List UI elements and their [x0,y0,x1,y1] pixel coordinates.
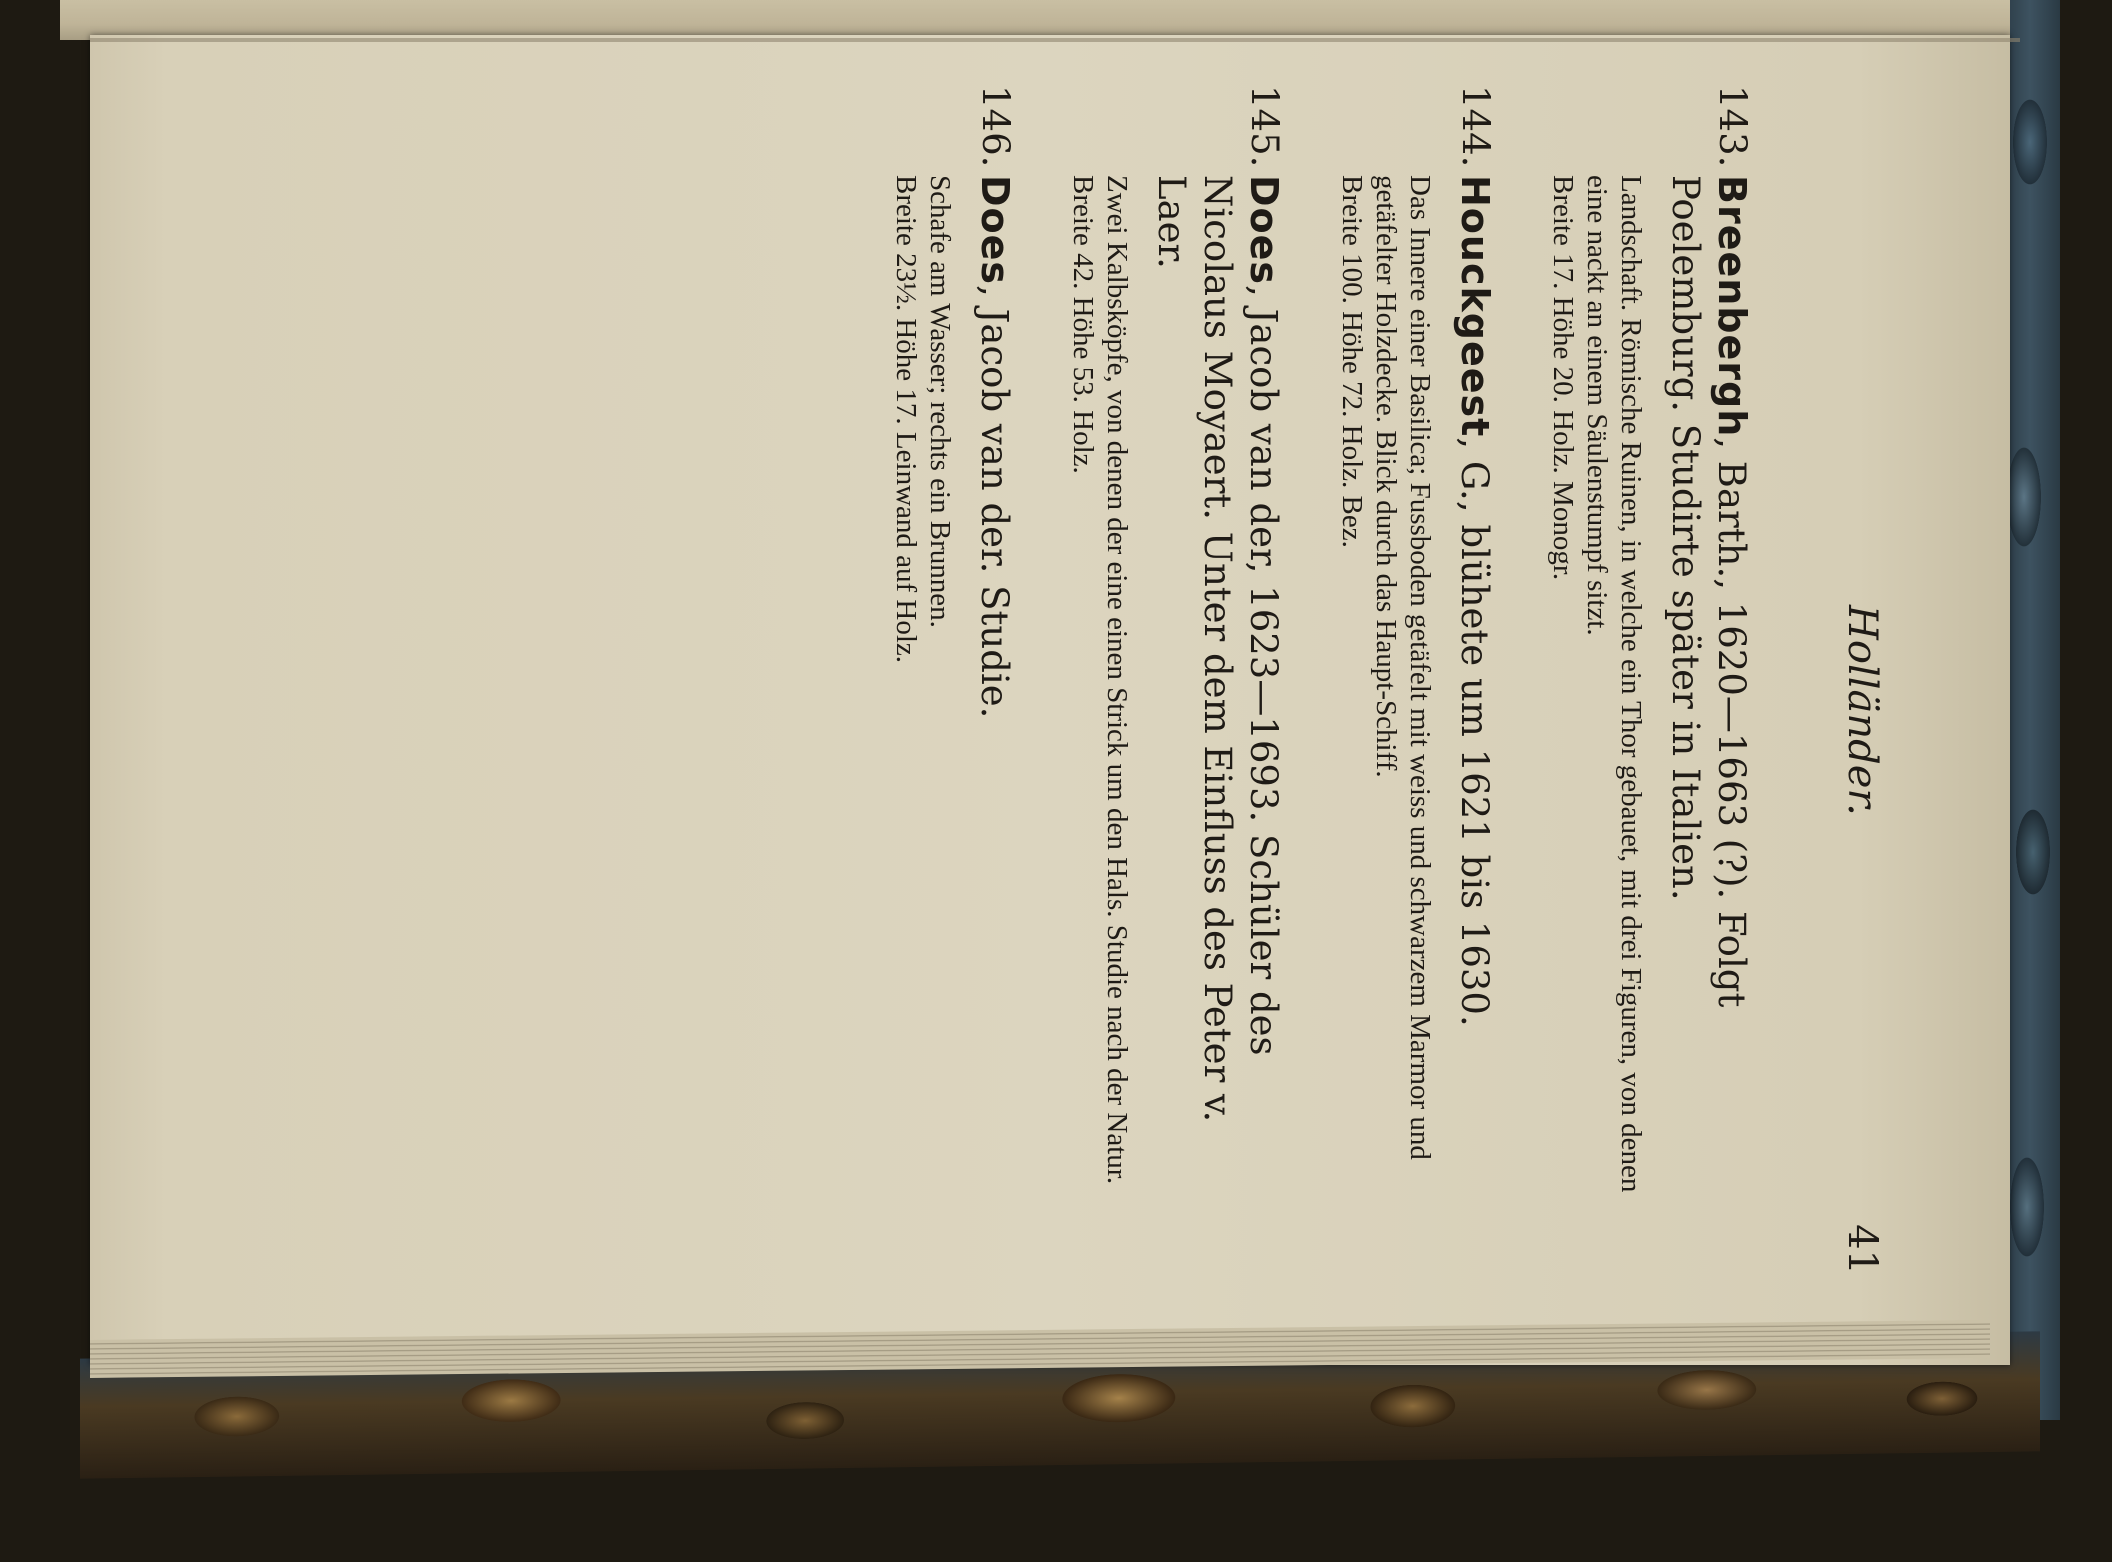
painting-description: Das Innere einer Basilica; Fussboden getäfelt mit weiss und schwarzem Marmor und getäfelter Holzdecke. Blick durch das Haupt-Schiff. [1370,175,1436,1160]
catalogue-entry [1546,85,1755,1215]
painting-dimensions: Breite 100. Höhe 72. Holz. Bez. [1336,175,1368,548]
artist-details: , Jacob van der, 1623—1693. Schüler des Nicolaus Moyaert. Unter dem Einfluss des Peter v. Laer. [1150,175,1285,1123]
catalogue-entry [889,85,1018,1215]
page-crease [60,0,2010,40]
painting-dimensions: Breite 17. Höhe 20. Holz. Monogr. [1547,175,1579,581]
artist-details: , G., blühete um 1621 bis 1630. [1453,437,1496,1027]
artist-name: Houckgeest [1453,175,1497,438]
gutter-line [90,38,2020,42]
page-number: 41 [1839,1224,1885,1275]
entry-number: 146. [974,85,1017,168]
artist-details: , Jacob van der. Studie. [973,285,1016,719]
artist-name: Breenbergh [1710,175,1754,438]
entry-number: 144. [1454,85,1497,168]
page-header [1825,85,1885,1275]
running-title: Holländer. [1839,605,1885,816]
artist-details: , Barth., 1620—1663 (?). Folgt Poelemburg. Studirte später in Italien. [1664,175,1753,1008]
entry-number: 143. [1711,85,1754,168]
catalogue-entries [841,85,1755,1215]
painting-dimensions: Breite 42. Höhe 53. Holz. [1067,175,1099,474]
page-text-block [400,85,1885,1345]
painting-description: Zwei Kalbsköpfe, von denen der eine einen Strick um den Hals. Studie nach der Natur. [1101,175,1133,1185]
catalogue-entry [1066,85,1287,1215]
artist-name: Does [1242,175,1286,286]
painting-dimensions: Breite 23½. Höhe 17. Leinwand auf Holz. [890,175,922,664]
catalogue-entry [1335,85,1498,1215]
entry-number: 145. [1243,85,1286,168]
painting-description: Schafe am Wasser; rechts ein Brunnen. [924,175,956,628]
painting-description: Landschaft. Römische Ruinen, in welche ein Thor gebauet, mit drei Figuren, von denen eine nackt an einem Säulenstumpf sitzt. [1581,175,1647,1193]
artist-name: Does [973,175,1017,286]
